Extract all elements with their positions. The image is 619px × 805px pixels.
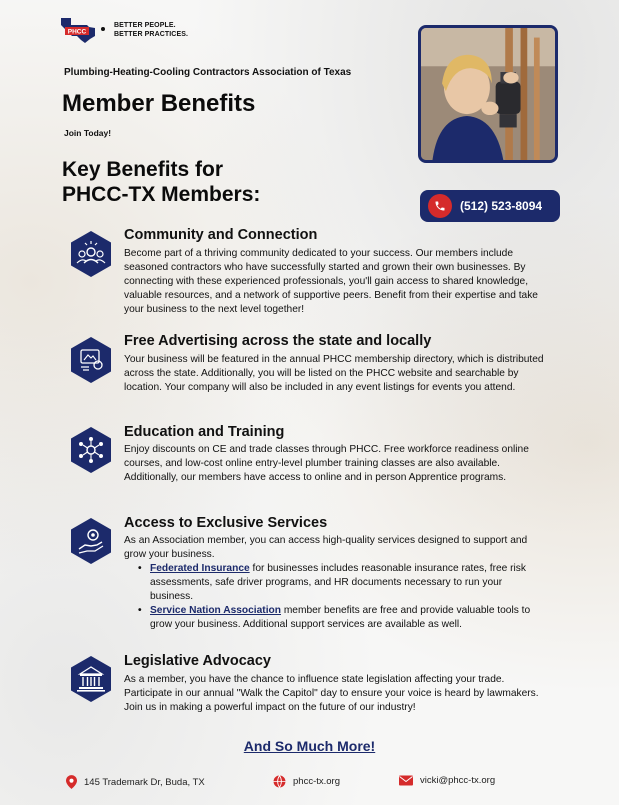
benefit-advertising-hex — [69, 336, 113, 389]
list-item-text: for businesses includes reasonable insurance rates, free risk assessments, safe driver programs, and HR documents necessary to run your business. — [150, 563, 526, 602]
benefit-title: Legislative Advocacy — [124, 653, 271, 669]
services-hand-icon — [69, 517, 113, 565]
list-item — [138, 562, 538, 604]
globe-icon — [273, 775, 286, 788]
benefit-services-hex — [69, 517, 113, 570]
benefit-text: Become part of a thriving community dedicated to your success. Our members include seasoned contractors who have successfully started and grown their own businesses. By connecting with these experienced professionals, you'll gain access to shared knowledge, valuable resources, and a network of supportive peers. Benefit from their expertise and take your business to the next level together! — [124, 248, 538, 315]
benefit-education-hex — [69, 426, 113, 479]
benefit-text: Enjoy discounts on CE and trade classes through PHCC. Free workforce readiness online courses, and low-cost online entry-level plumber training classes are also available. Additionally, our members have access to online and in person Apprentice programs. — [124, 444, 529, 483]
more-text: And So Much More! — [243, 738, 376, 754]
tagline-line1: BETTER PEOPLE. — [114, 22, 176, 29]
and-so-much-more-link[interactable] — [0, 738, 619, 754]
footer-website[interactable] — [273, 775, 340, 788]
community-icon — [69, 230, 113, 278]
services-list — [124, 562, 538, 632]
benefit-title: Education and Training — [124, 424, 285, 440]
phcc-logo — [57, 16, 99, 44]
service-nation-link[interactable]: Service Nation Association — [150, 605, 281, 616]
svg-text:PHCC: PHCC — [67, 28, 87, 36]
capitol-building-icon — [69, 655, 113, 703]
footer-email[interactable] — [399, 775, 495, 786]
location-pin-icon — [66, 775, 77, 789]
envelope-icon — [399, 775, 413, 786]
key-benefits-heading — [62, 157, 322, 207]
tagline-bullet — [101, 27, 105, 31]
federated-insurance-link[interactable]: Federated Insurance — [150, 563, 250, 574]
tagline-line2: BETTER PRACTICES. — [114, 31, 189, 38]
footer-address — [66, 775, 205, 789]
address-text: 145 Trademark Dr, Buda, TX — [84, 776, 205, 788]
list-item — [138, 604, 538, 632]
education-network-icon — [69, 426, 113, 474]
page-title: Member Benefits — [62, 90, 256, 117]
texas-logo-icon — [57, 16, 99, 44]
benefit-text: Your business will be featured in the annual PHCC membership directory, which is distributed across the state. Additionally, you will be listed on the PHCC website and searchable by location. Your company will also be included in any event listings for events you attend. — [124, 354, 544, 393]
email-text: vicki@phcc-tx.org — [420, 775, 496, 786]
benefit-title: Free Advertising across the state and locally — [124, 333, 432, 349]
tagline — [114, 21, 188, 39]
association-name: Plumbing-Heating-Cooling Contractors Association of Texas — [64, 67, 352, 78]
benefit-title: Access to Exclusive Services — [124, 515, 328, 531]
phone-number: (512) 523-8094 — [460, 199, 543, 213]
plumber-photo — [418, 25, 558, 163]
website-text: phcc-tx.org — [293, 776, 340, 787]
benefit-title: Community and Connection — [124, 227, 318, 243]
benefit-community-hex — [69, 230, 113, 283]
advertising-icon — [69, 336, 113, 384]
list-item-text: member benefits are free and provide valuable tools to grow your business. Additional support services are available as well. — [150, 605, 531, 630]
join-today-text: Join Today! — [64, 128, 112, 138]
benefit-text: As a member, you have the chance to influence state legislation affecting your trade. Participate in our annual "Walk the Capitol" day to ensure your voice is heard by lawmakers. Join us in making a powerful impact on the future of our industry! — [124, 674, 539, 713]
key-heading-line2: PHCC-TX Members: — [62, 183, 261, 206]
benefit-text: As an Association member, you can access high-quality services designed to support and grow your business. — [124, 535, 528, 560]
phone-icon — [428, 194, 452, 218]
phone-button[interactable] — [420, 190, 560, 222]
key-heading-line1: Key Benefits for — [62, 158, 224, 181]
benefit-advocacy-hex — [69, 655, 113, 708]
